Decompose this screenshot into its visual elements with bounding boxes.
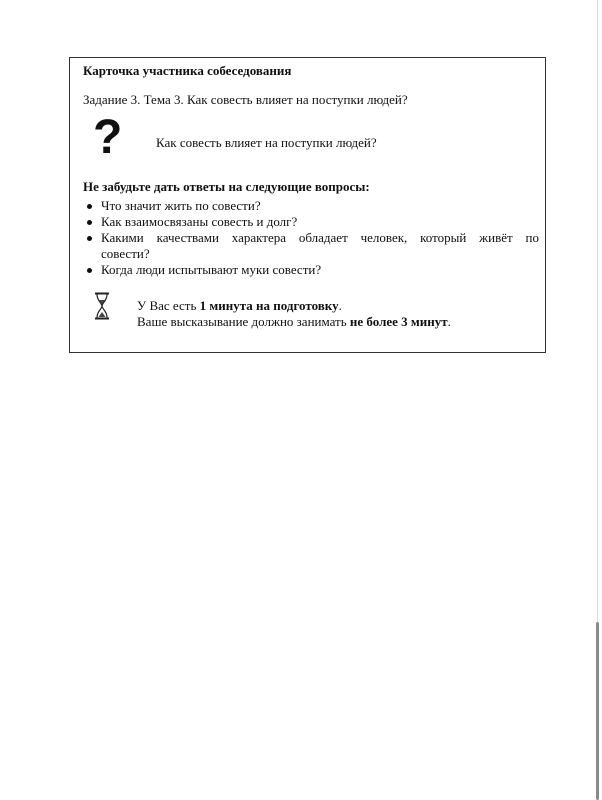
scrollbar[interactable] xyxy=(596,622,599,800)
question-item-text-continued: совести? xyxy=(101,246,150,261)
list-item xyxy=(83,262,539,278)
participant-card xyxy=(69,57,546,353)
prep-time-line xyxy=(137,298,451,314)
list-item xyxy=(83,198,539,214)
prep-prefix: У Вас есть xyxy=(137,298,200,313)
hourglass-icon xyxy=(94,292,110,320)
question-row xyxy=(83,111,539,170)
list-item xyxy=(83,230,539,262)
task-line: Задание 3. Тема 3. Как совесть влияет на поступки людей? xyxy=(83,92,408,107)
card-title: Карточка участника собеседования xyxy=(83,63,292,78)
question-mark-icon: ? xyxy=(93,111,123,164)
question-item-text: Что значит жить по совести? xyxy=(101,198,261,213)
answer-time-line xyxy=(137,314,451,330)
answer-prefix: Ваше высказывание должно занимать xyxy=(137,314,350,329)
question-text: Как совесть влияет на поступки людей? xyxy=(156,135,377,150)
list-item xyxy=(83,214,539,230)
answer-time: не более 3 минут xyxy=(349,314,448,329)
answer-suffix: . xyxy=(447,314,451,329)
question-item-text: Когда люди испытывают муки совести? xyxy=(101,262,322,277)
reminder-heading: Не забудьте дать ответы на следующие вопросы: xyxy=(83,179,370,194)
prep-suffix: . xyxy=(338,298,342,313)
question-item-text: Как взаимосвязаны совесть и долг? xyxy=(101,214,298,229)
prep-time: 1 минута на подготовку xyxy=(199,298,339,313)
question-item-text: Какими качествами характера обладает человек, который живёт по xyxy=(101,230,539,245)
questions-list xyxy=(83,198,539,278)
timer-block xyxy=(83,292,539,329)
timer-text xyxy=(137,298,451,330)
